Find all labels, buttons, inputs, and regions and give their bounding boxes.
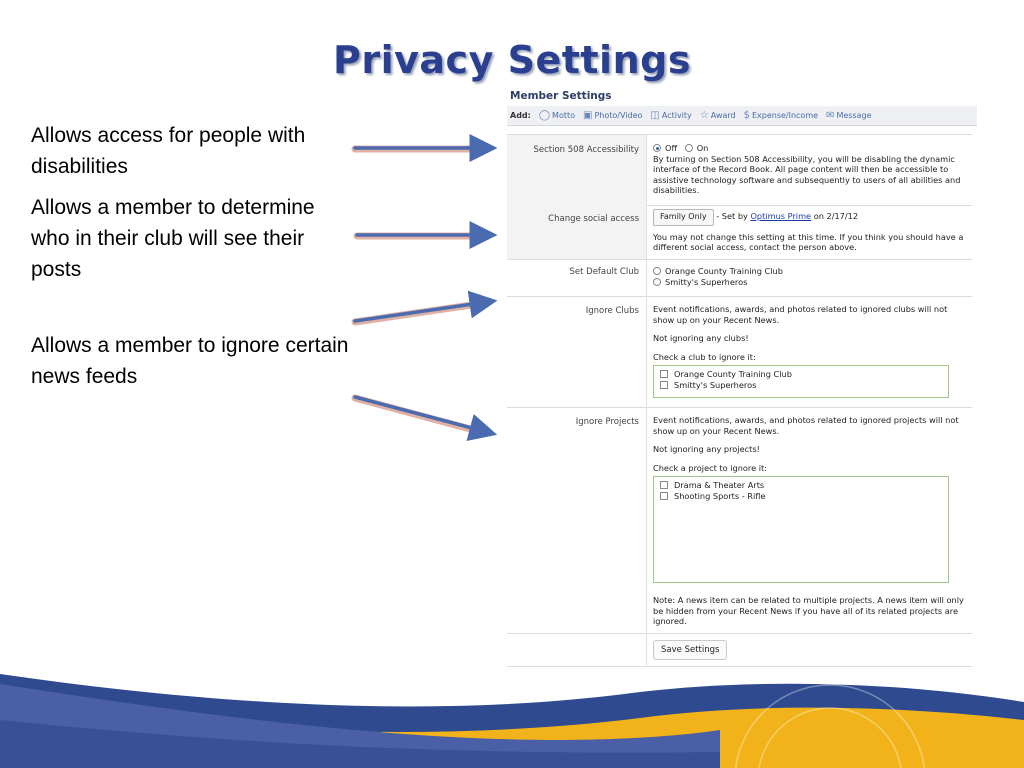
radio-on[interactable] (685, 144, 693, 152)
ignore-clubs-prompt: Check a club to ignore it: (653, 351, 756, 362)
chat-bubble-icon: ◫ (650, 109, 660, 121)
radio-off[interactable] (653, 144, 661, 152)
ignore-clubs-status: Not ignoring any clubs! (653, 333, 749, 343)
club-option-label: Orange County Training Club (665, 266, 783, 276)
checkbox[interactable] (660, 481, 668, 489)
ignore-project-item[interactable] (660, 491, 942, 502)
activity-label: Activity (661, 110, 692, 120)
footer-wave (0, 660, 1024, 768)
ignore-clubs-box (653, 365, 949, 398)
checkbox[interactable] (660, 492, 668, 500)
note-social-access: Allows a member to determine who in their club will see their posts (31, 196, 315, 281)
set-by-prefix: - Set by (716, 211, 748, 221)
activity-button[interactable] (650, 106, 691, 125)
add-toolbar (507, 106, 977, 126)
default-club-option[interactable] (653, 277, 965, 288)
ignore-projects-prompt: Check a project to ignore it: (653, 462, 767, 473)
ignore-clubs-label: Ignore Clubs (507, 296, 647, 407)
message-button[interactable] (826, 106, 871, 125)
ignore-clubs-row (507, 296, 972, 408)
award-button[interactable] (700, 106, 736, 125)
section508-label: Section 508 Accessibility (507, 135, 647, 205)
member-settings-screenshot (507, 88, 980, 670)
award-label: Award (710, 110, 736, 120)
set-on-date: on 2/17/12 (813, 211, 859, 221)
default-club-row (507, 259, 972, 297)
club-option-label: Smitty's Superheros (665, 276, 748, 287)
radio-club-2[interactable] (653, 278, 661, 286)
on-label: On (696, 143, 709, 153)
arrow-ignore-projects (355, 397, 487, 432)
ignore-clubs-description: Event notifications, awards, and photos related to ignored clubs will not show up on your Recent News. (653, 304, 948, 325)
default-club-label: Set Default Club (507, 259, 647, 296)
slide-title: Privacy Settings (333, 38, 691, 82)
speech-bubble-icon: ◯ (538, 109, 551, 121)
save-settings-button[interactable]: Save Settings (653, 640, 727, 660)
radio-club-1[interactable] (653, 267, 661, 275)
set-by-link[interactable]: Optimus Prime (750, 211, 812, 221)
star-icon: ☆ (699, 109, 709, 121)
camera-icon: ▣ (583, 109, 593, 121)
social-access-label: Change social access (507, 204, 647, 259)
ignore-project-label: Shooting Sports - Rifle (674, 490, 766, 501)
arrow-ignore-clubs (355, 302, 487, 321)
ignore-projects-label: Ignore Projects (507, 407, 647, 633)
ignore-project-item[interactable] (660, 480, 942, 491)
social-access-note: You may not change this setting at this time. If you think you should have a different social access, contact the person above. (653, 231, 964, 252)
note-ignore-feeds: Allows a member to ignore certain news feeds (31, 334, 349, 388)
social-access-value: Family Only (653, 209, 714, 226)
ignore-club-label: Orange County Training Club (674, 369, 792, 379)
checkbox[interactable] (660, 370, 668, 378)
ignore-projects-note: Note: A news item can be related to multiple projects. A news item will only be hidden from your Recent News if you have all of its related projects are ignored. (653, 595, 964, 626)
section508-description: By turning on Section 508 Accessibility, you will be disabling the dynamic interface of the Record Book. All page content will then be accessible to assistive technology software and subsequently to users of all abilities and disabilities. (653, 153, 961, 195)
checkbox[interactable] (660, 381, 668, 389)
photo-video-button[interactable] (583, 106, 642, 125)
ignore-projects-status: Not ignoring any projects! (653, 444, 760, 454)
note-accessibility: Allows access for people with disabilities (31, 124, 306, 178)
ignore-projects-row (507, 407, 972, 634)
ignore-club-label: Smitty's Superheros (674, 379, 757, 390)
off-label: Off (665, 143, 678, 153)
ignore-club-item[interactable] (660, 369, 942, 380)
ignore-projects-description: Event notifications, awards, and photos related to ignored projects will not show up on your Recent News. (653, 415, 959, 436)
social-access-row (507, 204, 972, 260)
ignore-projects-box (653, 476, 949, 583)
expense-income-button[interactable] (744, 106, 818, 125)
motto-button[interactable] (539, 106, 575, 125)
envelope-icon: ✉ (826, 109, 835, 121)
default-club-option[interactable] (653, 266, 965, 277)
motto-label: Motto (552, 110, 576, 120)
dollar-icon: $ (743, 109, 750, 121)
ignore-club-item[interactable] (660, 380, 942, 391)
message-label: Message (836, 110, 872, 120)
expense-income-label: Expense/Income (751, 110, 819, 120)
member-settings-header: Member Settings (510, 90, 612, 102)
add-label: Add: (510, 111, 531, 120)
section508-row (507, 134, 972, 206)
ignore-project-label: Drama & Theater Arts (674, 480, 765, 490)
photo-video-label: Photo/Video (594, 110, 643, 120)
